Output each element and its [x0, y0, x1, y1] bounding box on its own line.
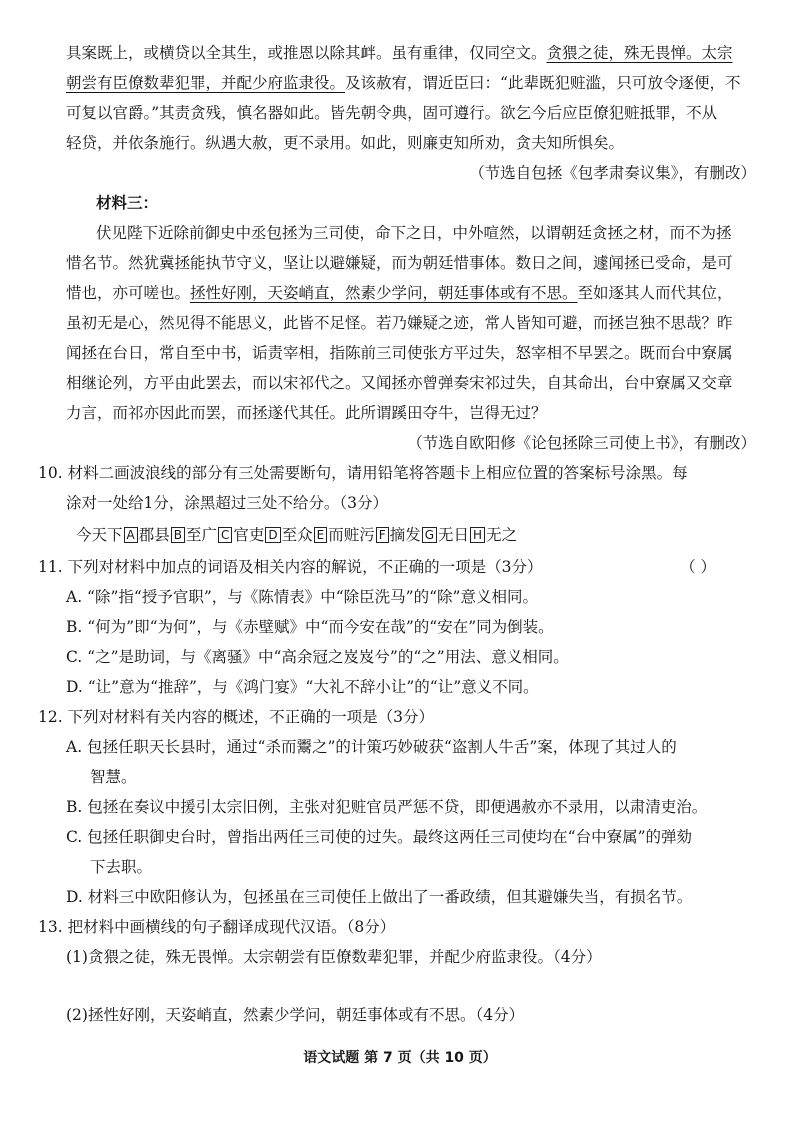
sentence-segment: 无日	[438, 526, 470, 544]
sentence-segment: 摘发	[389, 526, 421, 544]
q11-answer-blank[interactable]: （ ）	[680, 558, 716, 576]
underlined-sentence-2: 拯性好刚，天姿峭直，然素少学问，朝廷事体或有不思。	[190, 284, 578, 302]
break-marker-g[interactable]: G	[422, 527, 437, 543]
q12-option-b: B. 包拯在奏议中援引太宗旧例，主张对犯赃官员严惩不贷，即便遇赦亦不录用，以肃清吏治。	[66, 798, 708, 816]
q10-stem-line-2: 涂对一处给1分，涂黑超过三处不给分。（3分）	[66, 494, 388, 512]
sentence-segment: 无之	[486, 526, 518, 544]
q12-option-d: D. 材料三中欧阳修认为，包拯虽在三司使任上做出了一番政绩，但其避嫌失当，有损名节。	[66, 888, 693, 906]
material3-line-7: 力言，而祁亦因此而罢，而拯遂代其任。此所谓蹊田夺牛，岂得无过？	[66, 404, 547, 422]
material2-line-1: 具案既上，或横贷以全其生，或推恩以除其衅。虽有重律，仅同空文。贪猥之徒，殊无畏惮。太宗	[66, 44, 733, 62]
material2-line-4: 轻贷，并依条施行。纵遇大赦，更不录用。如此，则廉吏知所劝，贪夫知所惧矣。	[66, 134, 625, 152]
break-marker-e[interactable]: E	[314, 527, 328, 543]
break-marker-d[interactable]: D	[265, 527, 280, 543]
sentence-segment: 而赃污	[328, 526, 375, 544]
sentence-segment: 官吏	[233, 526, 265, 544]
material3-line-5: 闻拯在台日，常自至中书，诟责宰相，指陈前三司使张方平过失，怒宰相不早罢之。既而台中寮属	[66, 344, 733, 362]
material3-heading: 材料三：	[96, 194, 159, 212]
q10-sentence	[76, 520, 800, 550]
q13-sentence-2: (2)拯性好刚，天姿峭直，然素少学问，朝廷事体或有不思。（4分）	[66, 1006, 525, 1024]
break-marker-c[interactable]: C	[218, 527, 232, 543]
material2-source: （节选自包拯《包孝肃奏议集》，有删改）	[469, 164, 756, 182]
material3-line-1: 伏见陛下近除前御史中丞包拯为三司使，命下之日，中外喧然，以谓朝廷贪拯之材，而不为拯	[96, 224, 732, 242]
q11-stem: 11. 下列对材料中加点的词语及相关内容的解说，不正确的一项是（3分）	[38, 558, 543, 576]
q11-option-b: B. “何为”即“为何”，与《赤壁赋》中“而今安在哉”的“安在”同为倒装。	[66, 618, 554, 636]
break-marker-h[interactable]: H	[470, 527, 485, 543]
q12-option-c-cont: 下去职。	[90, 858, 153, 876]
sentence-segment: 郡县	[138, 526, 170, 544]
sentence-segment: 今天下	[76, 526, 123, 544]
q12-option-a-cont: 智慧。	[90, 768, 137, 786]
break-marker-b[interactable]: B	[171, 527, 185, 543]
q13-sentence-1: (1)贪猥之徒，殊无畏惮。太宗朝尝有臣僚数辈犯罪，并配少府监隶役。（4分）	[66, 948, 602, 966]
q11-option-a: A. “除”指“授予官职”，与《陈情表》中“除臣洗马”的“除”意义相同。	[66, 588, 538, 606]
page-footer: 语文试题 第 7 页（共 10 页）	[303, 1050, 497, 1066]
q10-stem-line-1: 10. 材料二画波浪线的部分有三处需要断句，请用铅笔将答题卡上相应位置的答案标号涂黑。每	[38, 464, 688, 482]
material3-source: （节选自欧阳修《论包拯除三司使上书》，有删改）	[407, 434, 756, 452]
underlined-sentence-1a: 贪猥之徒，殊无畏惮。太宗	[546, 44, 733, 62]
material3-line-3: 惜也，亦可嗟也。拯性好刚，天姿峭直，然素少学问，朝廷事体或有不思。至如逐其人而代其位，	[66, 284, 733, 302]
break-marker-a[interactable]: A	[124, 527, 138, 543]
material3-line-6: 相继论列，方平由此罢去，而以宋祁代之。又闻拯亦曾弹奏宋祁过失，自其命出，台中寮属又交章	[66, 374, 733, 392]
material2-line-2: 朝尝有臣僚数辈犯罪，并配少府监隶役。及该赦宥，谓近臣曰：“此辈既犯赃滥，只可放令逐便，不	[66, 74, 741, 92]
q13-stem: 13. 把材料中画横线的句子翻译成现代汉语。（8分）	[38, 918, 396, 936]
material3-line-4: 虽初无是心，然见得不能思义，此皆不足怪。若乃嫌疑之迹，常人皆知可避，而拯岂独不思哉？昨	[66, 314, 733, 332]
material2-line-3: 可复以官爵。”其责贪残，慎名器如此。皆先朝令典，固可遵行。欲乞今后应臣僚犯赃抵罪，不从	[66, 104, 718, 122]
q12-stem: 12. 下列对材料有关内容的概述，不正确的一项是（3分）	[38, 708, 434, 726]
material3-line-2: 惜名节。然犹冀拯能执节守义，坚让以避嫌疑，而为朝廷惜事体。数日之间，遽闻拯已受命，是可	[66, 254, 733, 272]
sentence-segment: 至广	[185, 526, 217, 544]
q12-option-a: A. 包拯任职天长县时，通过“杀而鬻之”的计策巧妙破获“盗割人牛舌”案，体现了其过人的	[66, 738, 677, 756]
sentence-segment: 至众	[281, 526, 313, 544]
break-marker-f[interactable]: F	[376, 527, 389, 543]
underlined-sentence-1b: 朝尝有臣僚数辈犯罪，并配少府监隶役。	[66, 74, 346, 92]
q11-option-c: C. “之”是助词，与《离骚》中“高余冠之岌岌兮”的“之”用法、意义相同。	[66, 648, 569, 666]
q11-option-d: D. “让”意为“推辞”，与《鸿门宴》“大礼不辞小让”的“让”意义不同。	[66, 678, 539, 696]
q12-option-c: C. 包拯任职御史台时，曾指出两任三司使的过失。最终这两任三司使均在“台中寮属”的弹劾	[66, 828, 693, 846]
